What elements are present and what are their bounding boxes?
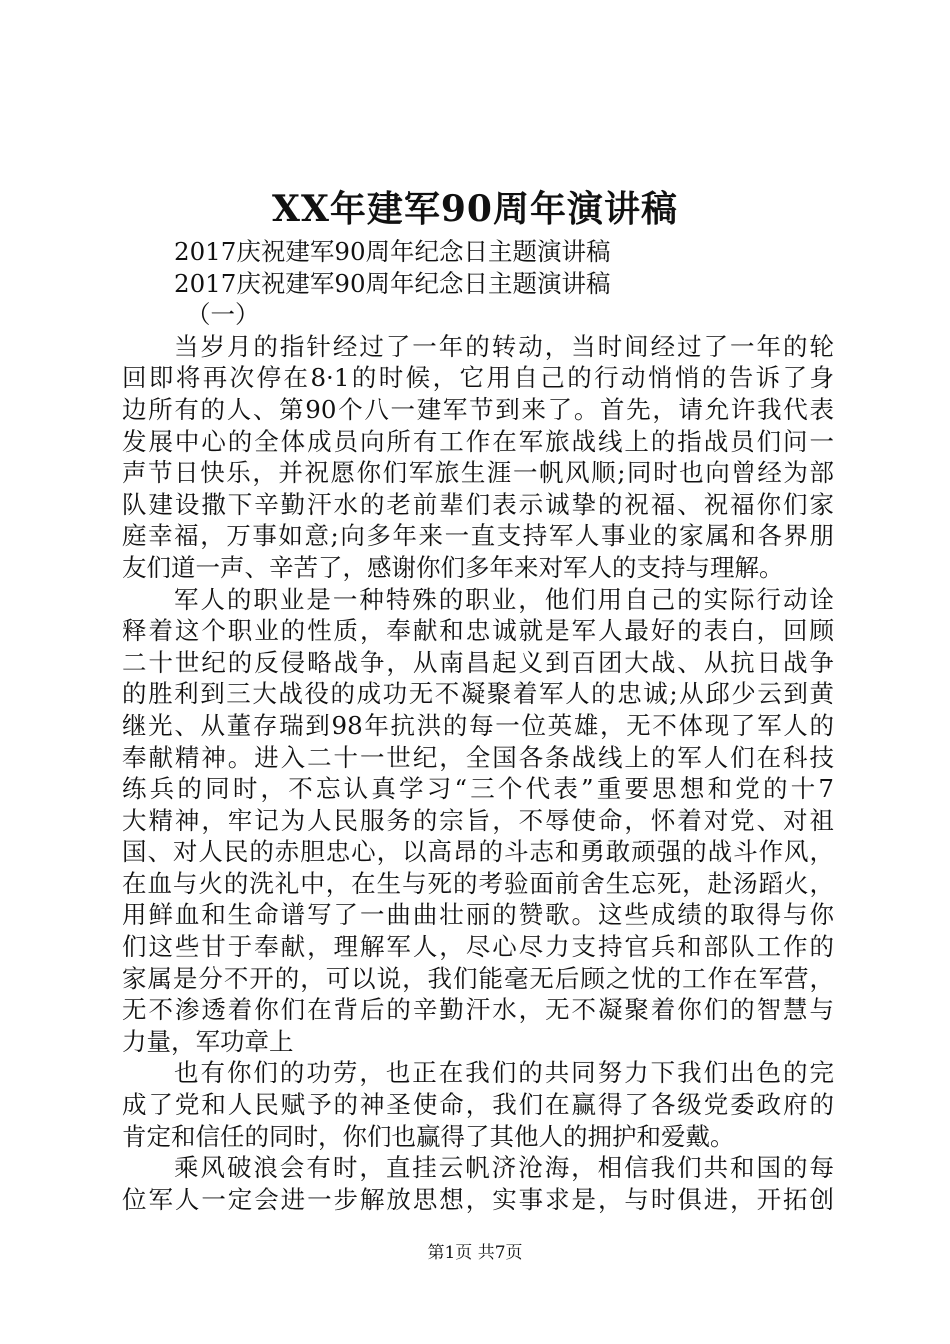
paragraph-3 [122,1057,834,1152]
document-body [122,236,834,1215]
paragraph-line: 在血与火的洗礼中，在生与死的考验面前舍生忘死，赴汤蹈火， [122,868,834,898]
paragraph-line: 无不渗透着你们在背后的辛勤汗水，无不凝聚着你们的智慧与 [122,995,834,1025]
paragraph-line: 成了党和人民赋予的神圣使命，我们在赢得了各级党委政府的 [122,1090,834,1120]
paragraph-line: 声节日快乐，并祝愿你们军旅生涯一帆风顺;同时也向曾经为部 [122,458,834,488]
paragraph-line: 家属是分不开的，可以说，我们能毫无后顾之忧的工作在军营， [122,963,834,993]
page-number-footer: 第1页 共7页 [427,1243,523,1263]
paragraph-line: 军人的职业是一种特殊的职业，他们用自己的实际行动诠 [174,584,834,614]
paragraph-line: 边所有的人、第90个八一建军节到来了。首先，请允许我代表 [122,394,834,424]
paragraph-line: 释着这个职业的性质，奉献和忠诚就是军人最好的表白，回顾 [122,616,834,646]
paragraph-line: 庭幸福，万事如意;向多年来一直支持军人事业的家属和各界朋 [122,521,834,551]
subtitle-line: 2017庆祝建军90周年纪念日主题演讲稿 [174,237,611,266]
paragraph-line: 们这些甘于奉献，理解军人，尽心尽力支持官兵和部队工作的 [122,932,834,962]
paragraph-line: 队建设撒下辛勤汗水的老前辈们表示诚挚的祝福、祝福你们家 [122,489,834,519]
paragraph-1 [122,331,834,584]
paragraph-line: 练兵的同时，不忘认真学习“三个代表”重要思想和党的十7 [122,774,834,804]
paragraph-line: 国、对人民的赤胆忠心，以高昂的斗志和勇敢顽强的战斗作风， [122,837,834,867]
paragraph-line: 回即将再次停在8·1的时候，它用自己的行动悄悄的告诉了身 [122,363,834,393]
paragraph-line: 位军人一定会进一步解放思想，实事求是，与时俱进，开拓创 [122,1184,834,1214]
paragraph-2 [122,584,834,1058]
paragraph-line: 乘风破浪会有时，直挂云帆济沧海，相信我们共和国的每 [174,1153,834,1183]
paragraph-line: 奉献精神。进入二十一世纪，全国各条战线上的军人们在科技 [122,742,834,772]
paragraph-line: 力量，军功章上 [122,1026,294,1056]
paragraph-line: 二十世纪的反侵略战争，从南昌起义到百团大战、从抗日战争 [122,647,834,677]
paragraph-line: 也有你们的功劳，也正在我们的共同努力下我们出色的完 [174,1058,834,1088]
subtitle-line: 2017庆祝建军90周年纪念日主题演讲稿 [174,268,611,298]
paragraph-line: 大精神，牢记为人民服务的宗旨，不辱使命，怀着对党、对祖 [122,805,834,835]
section-marker: （一） [186,300,260,330]
paragraph-line: 的胜利到三大战役的成功无不凝聚着军人的忠诚;从邱少云到黄 [122,679,834,709]
paragraph-line: 用鲜血和生命谱写了一曲曲壮丽的赞歌。这些成绩的取得与你 [122,900,834,930]
paragraph-line: 肯定和信任的同时，你们也赢得了其他人的拥护和爱戴。 [122,1121,735,1151]
paragraph-line: 发展中心的全体成员向所有工作在军旅战线上的指战员们问一 [122,426,834,456]
document-title: XX年建军90周年演讲稿 [272,188,678,230]
paragraph-line: 当岁月的指针经过了一年的转动，当时间经过了一年的轮 [174,331,834,361]
paragraph-line: 友们道一声、辛苦了，感谢你们多年来对军人的支持与理解。 [122,552,784,582]
paragraph-line: 继光、从董存瑞到98年抗洪的每一位英雄，无不体现了军人的 [122,710,834,740]
paragraph-4 [122,1152,834,1215]
